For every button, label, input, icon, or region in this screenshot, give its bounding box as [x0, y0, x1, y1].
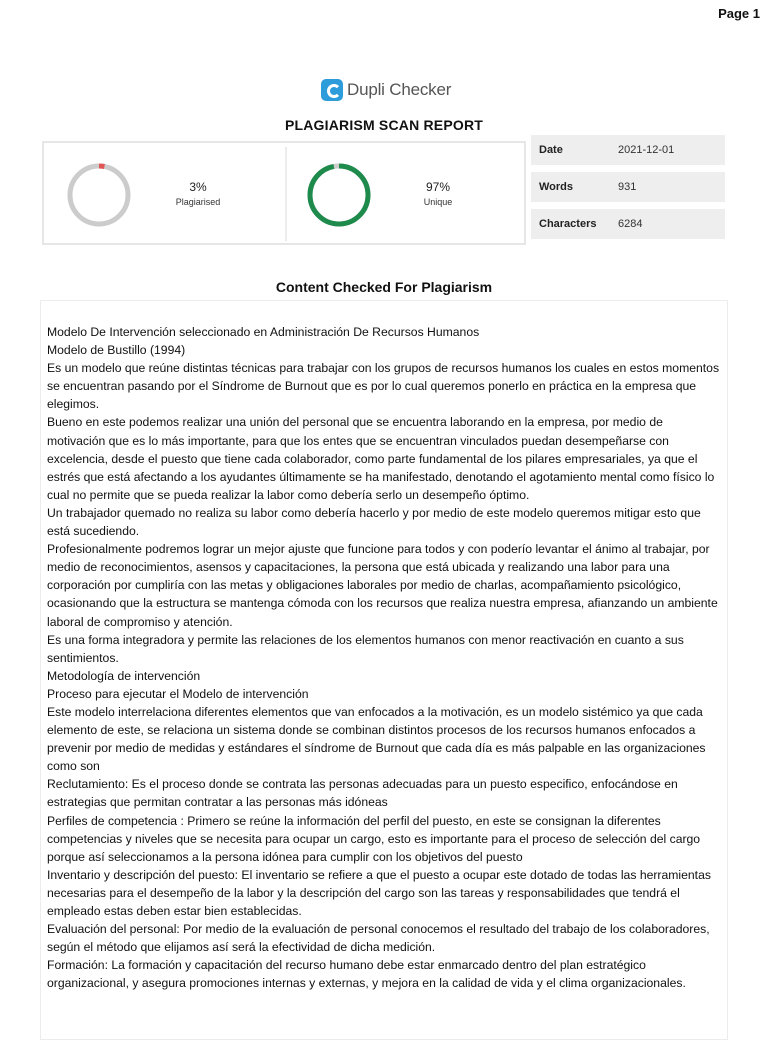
unique-score	[383, 180, 493, 207]
unique-label: Unique	[423, 197, 453, 207]
content-paragraph: Inventario y descripción del puesto: El inventario se refiere a que el puesto a ocupar este dotado de todas las herramientas necesarias para el desempeño de la labor y la descripción del cargo son las tareas y responsabilidades que tendrá el empleado estas deben estar bien establecidas.	[47, 867, 711, 918]
score-summary	[42, 141, 526, 245]
stat-value: 931	[618, 181, 637, 193]
stats-table	[531, 135, 725, 246]
content-paragraph: Es un modelo que reúne distintas técnicas para trabajar con los grupos de recursos humanos los cuales en estos momentos se encuentran pasando por el Síndrome de Burnout que es por lo cual queremos ponerlo en práctica en la empresa que elegimos.	[47, 361, 720, 412]
plagiarised-ring-track	[70, 166, 128, 224]
stat-row-date	[531, 135, 725, 165]
content-paragraph: Este modelo interrelaciona diferentes elementos que van enfocados a la motivación, es un modelo sistémico ya que cada elemento de este, se relaciona un sistema donde se combinan distintos procesos de los recursos humanos enfocados a prevenir por medio de medidas y estándares el síndrome de Burnout que cada día es más palpable en las organizaciones como son	[47, 704, 706, 774]
stat-label: Characters	[539, 218, 597, 230]
content-paragraph: Evaluación del personal: Por medio de la evaluación de personal conocemos el resultado del trabajo de los colaboradores, según el método que elijamos así será la efectividad de dicha medición.	[47, 922, 710, 955]
content-paragraph: Un trabajador quemado no realiza su labor como debería hacerlo y por medio de este modelo queremos mitigar esto que está sucediendo.	[47, 505, 701, 539]
unique-ring-fill	[310, 166, 368, 224]
content-paragraph: Es una forma integradora y permite las relaciones de los elementos humanos con menor reactivación en cuanto a sus sentimientos.	[47, 632, 684, 665]
content-paragraph: Modelo de Bustillo (1994)	[47, 343, 186, 358]
report-title: PLAGIARISM SCAN REPORT	[284, 117, 484, 133]
stat-label: Words	[539, 181, 574, 193]
checked-content-box	[40, 300, 728, 1040]
stat-value: 2021-12-01	[618, 144, 675, 156]
plagiarised-label: Plagiarised	[175, 197, 221, 207]
page-number: Page 1	[718, 6, 760, 21]
unique-ring	[306, 162, 372, 228]
stat-label: Date	[539, 144, 563, 156]
stat-row-characters	[531, 209, 725, 239]
score-divider	[285, 147, 287, 241]
content-paragraph: Profesionalmente podremos lograr un mejor ajuste que funcione para todos y con poderío levantar el ánimo al trabajar, por medio de reconocimientos, asensos y capacitaciones, la persona que está ubicada y realizando una labor para una corporación por cumpliría con las metas y obligaciones laborales por medio de charlas, acompañamiento psicológico, ocasionando que la estructura se mantenga cómoda con los recursos que realiza nuestra empresa, afianzando un ambiente laboral de compromiso y atención.	[47, 542, 718, 629]
content-paragraph: Reclutamiento: Es el proceso donde se contrata las personas adecuadas para un puesto especifico, enfocándose en estrategias que permitan contratar a las personas más idóneas	[47, 777, 678, 810]
checked-content-text	[47, 323, 723, 992]
content-paragraph: Proceso para ejecutar el Modelo de intervención	[47, 686, 309, 701]
plagiarised-percent: 3%	[189, 180, 207, 194]
plagiarised-ring	[66, 162, 132, 228]
unique-percent: 97%	[425, 180, 451, 194]
content-paragraph: Perfiles de competencia : Primero se reúne la información del perfil del puesto, en este se consignan la diferentes competencias y niveles que se necesita para ocupar un cargo, esto es importante para el proceso de selección del cargo porque así seleccionamos a la persona idónea para cumplir con los objetivos del puesto	[47, 813, 701, 864]
content-paragraph: Bueno en este podemos realizar una unión del personal que se encuentra laborando en la empresa, por medio de motivación que es lo más importante, para que los entes que se encuentran vinculados puedan desempeñarse con excelencia, desde el puesto que tiene cada colaborador, como parte fundamental de los pilares empresariales, ya que el estrés que está afectando a los ayudantes últimamente se ha manifestado, denotando el agotamiento mental como físico lo cual no permite que se pueda realizar la labor como debería serlo un desempeño óptimo.	[47, 415, 715, 502]
stat-value: 6284	[618, 218, 643, 230]
content-paragraph: Formación: La formación y capacitación del recurso humano debe estar enmarcado dentro del plan estratégico organizacional, y asegura promociones internas y externas, y mejora en la calidad de vida y el clima organizacionales.	[47, 958, 686, 991]
stat-row-words	[531, 172, 725, 202]
content-paragraph: Metodología de intervención	[47, 668, 201, 683]
brand-name: Dupli Checker	[347, 80, 452, 99]
content-title: Content Checked For Plagiarism	[275, 279, 493, 295]
content-paragraph: Modelo De Intervención seleccionado en Administración De Recursos Humanos	[47, 325, 480, 339]
plagiarised-score	[143, 180, 253, 207]
dupli-checker-logo-icon	[321, 79, 343, 101]
brand-logo	[321, 79, 451, 101]
